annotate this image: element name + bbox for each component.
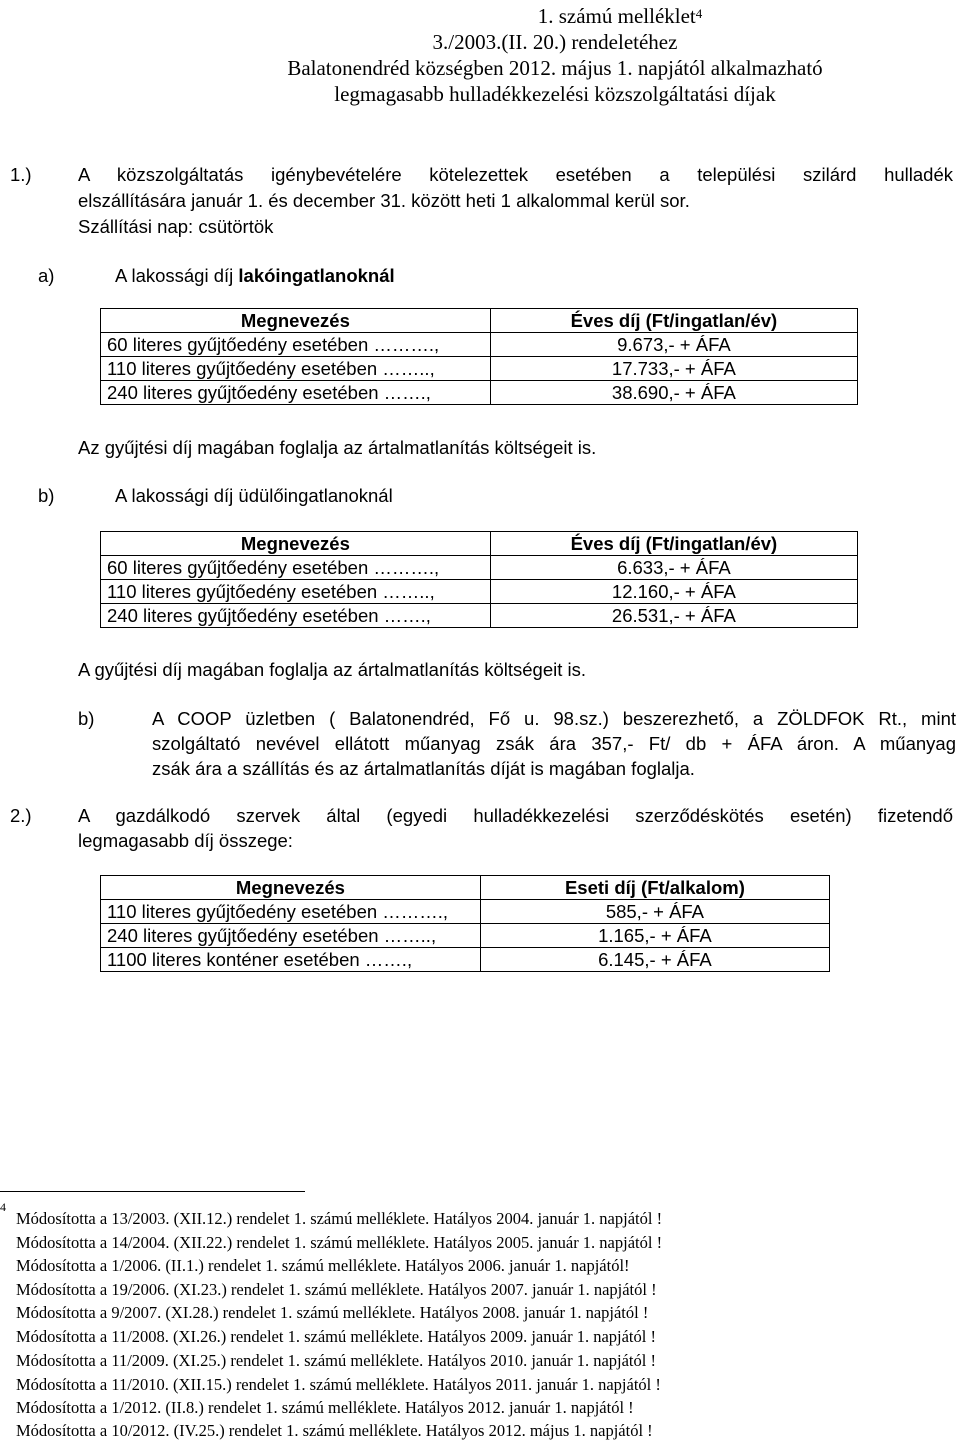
subsection-b-title: A lakossági díj üdülőingatlanoknál — [115, 485, 393, 506]
footnote-ref: 4 — [695, 6, 703, 21]
table-cell-fee: 12.160,- + ÁFA — [490, 580, 857, 604]
table-cell-name: 240 literes gyűjtőedény esetében ……., — [101, 381, 491, 405]
table-cell-name: 60 literes gyűjtőedény esetében ………., — [101, 556, 491, 580]
table-row — [101, 357, 858, 381]
column-header-fee: Eseti díj (Ft/alkalom) — [480, 876, 829, 900]
table-cell-fee: 585,- + ÁFA — [480, 900, 829, 924]
footnote-line: Módosította a 1/2012. (II.8.) rendelet 1. számú melléklete. Hatályos 2012. január 1. napjától ! — [16, 1398, 634, 1417]
table-cell-fee: 9.673,- + ÁFA — [490, 333, 857, 357]
footnote-line: Módosította a 11/2009. (XI.25.) rendelet 1. számú melléklete. Hatályos 2010. január 1. napjától ! — [16, 1351, 656, 1370]
table-cell-name: 240 literes gyűjtőedény esetében ……., — [101, 604, 491, 628]
subsection-a-marker: a) — [38, 265, 55, 286]
table-row — [101, 556, 858, 580]
footnote-line: Módosította a 14/2004. (XII.22.) rendelet 1. számú melléklete. Hatályos 2005. január 1. napjától ! — [16, 1233, 663, 1252]
column-header-name: Megnevezés — [101, 532, 491, 556]
subsection-a-title-bold: lakóingatlanoknál — [238, 265, 395, 286]
table-cell-name: 110 literes gyűjtőedény esetében …….., — [101, 580, 491, 604]
section-2-line-1: A gazdálkodó szervek által (egyedi hulladékkezelési szerződéskötés esetén) fizetendő — [78, 805, 953, 826]
table-row — [101, 580, 858, 604]
section-1-line-2: elszállítására január 1. és december 31. között heti 1 alkalommal kerül sor. — [78, 190, 690, 211]
table-header-row — [101, 309, 858, 333]
table-cell-name: 1100 literes konténer esetében ……., — [101, 948, 481, 972]
table-row — [101, 948, 830, 972]
table-cell-fee: 6.145,- + ÁFA — [480, 948, 829, 972]
footnote-line: Módosította a 10/2012. (IV.25.) rendelet 1. számú melléklete. Hatályos 2012. május 1. napjától ! — [16, 1421, 653, 1440]
column-header-name: Megnevezés — [101, 876, 481, 900]
header-line-1 — [300, 3, 940, 29]
table-row — [101, 333, 858, 357]
header-line-4: legmagasabb hulladékkezelési közszolgáltatási díjak — [334, 82, 776, 106]
section-1-number: 1.) — [10, 164, 32, 185]
section-2-line-2: legmagasabb díj összege: — [78, 830, 293, 851]
table-cell-fee: 1.165,- + ÁFA — [480, 924, 829, 948]
footnote-line: Módosította a 13/2003. (XII.12.) rendelet 1. számú melléklete. Hatályos 2004. január 1. napjától ! — [16, 1209, 663, 1228]
fee-table-business — [100, 875, 830, 972]
footnote-line: Módosította a 19/2006. (XI.23.) rendelet 1. számú melléklete. Hatályos 2007. január 1. napjától ! — [16, 1280, 657, 1299]
table-cell-name: 240 literes gyűjtőedény esetében …….., — [101, 924, 481, 948]
table-row — [101, 604, 858, 628]
footnote-line: Módosította a 1/2006. (II.1.) rendelet 1. számú melléklete. Hatályos 2006. január 1. napjától! — [16, 1256, 630, 1275]
subsection-b-note: A gyűjtési díj magában foglalja az ártalmatlanítás költségeit is. — [78, 659, 587, 680]
table-header-row — [101, 532, 858, 556]
footnote-separator — [0, 1191, 305, 1192]
column-header-name: Megnevezés — [101, 309, 491, 333]
table-cell-fee: 38.690,- + ÁFA — [490, 381, 857, 405]
coop-line-2: szolgáltató nevével ellátott műanyag zsák ára 357,- Ft/ db + ÁFA áron. A műanyag — [152, 733, 956, 754]
table-cell-fee: 17.733,- + ÁFA — [490, 357, 857, 381]
fee-table-holiday — [100, 531, 858, 628]
subsection-a-title-text: A lakossági díj — [115, 265, 239, 286]
footnote-line: Módosította a 9/2007. (XI.28.) rendelet 1. számú melléklete. Hatályos 2008. január 1. napjától ! — [16, 1303, 649, 1322]
header-title-text: 1. számú melléklet — [537, 4, 696, 28]
coop-marker: b) — [78, 708, 95, 729]
table-cell-name: 60 literes gyűjtőedény esetében ………., — [101, 333, 491, 357]
subsection-b-marker: b) — [38, 485, 55, 506]
subsection-a-title — [115, 263, 395, 288]
table-cell-fee: 6.633,- + ÁFA — [490, 556, 857, 580]
section-1-line-1: A közszolgáltatás igénybevételére kötelezettek esetében a települési szilárd hulladék — [78, 164, 953, 185]
column-header-fee: Éves díj (Ft/ingatlan/év) — [490, 309, 857, 333]
footnote-line: Módosította a 11/2010. (XII.15.) rendelet 1. számú melléklete. Hatályos 2011. január 1. napjától ! — [16, 1375, 661, 1394]
section-1-line-3: Szállítási nap: csütörtök — [78, 216, 274, 237]
footnote-mark: 4 — [0, 1200, 6, 1214]
coop-line-3: zsák ára a szállítás és az ártalmatlanítás díját is magában foglalja. — [152, 758, 695, 779]
section-2-number: 2.) — [10, 805, 32, 826]
header-line-2: 3./2003.(II. 20.) rendeletéhez — [432, 30, 678, 54]
coop-line-1: A COOP üzletben ( Balatonendréd, Fő u. 98.sz.) beszerezhető, a ZÖLDFOK Rt., mint — [152, 708, 956, 729]
fee-table-residential — [100, 308, 858, 405]
subsection-a-note: Az gyűjtési díj magában foglalja az ártalmatlanítás költségeit is. — [78, 437, 597, 458]
header-line-3: Balatonendréd községben 2012. május 1. napjától alkalmazható — [287, 56, 823, 80]
table-row — [101, 381, 858, 405]
table-cell-name: 110 literes gyűjtőedény esetében …….., — [101, 357, 491, 381]
table-row — [101, 924, 830, 948]
table-cell-name: 110 literes gyűjtőedény esetében ………., — [101, 900, 481, 924]
footnote-line: Módosította a 11/2008. (XI.26.) rendelet 1. számú melléklete. Hatályos 2009. január 1. napjától ! — [16, 1327, 656, 1346]
table-row — [101, 900, 830, 924]
table-cell-fee: 26.531,- + ÁFA — [490, 604, 857, 628]
column-header-fee: Éves díj (Ft/ingatlan/év) — [490, 532, 857, 556]
table-header-row — [101, 876, 830, 900]
